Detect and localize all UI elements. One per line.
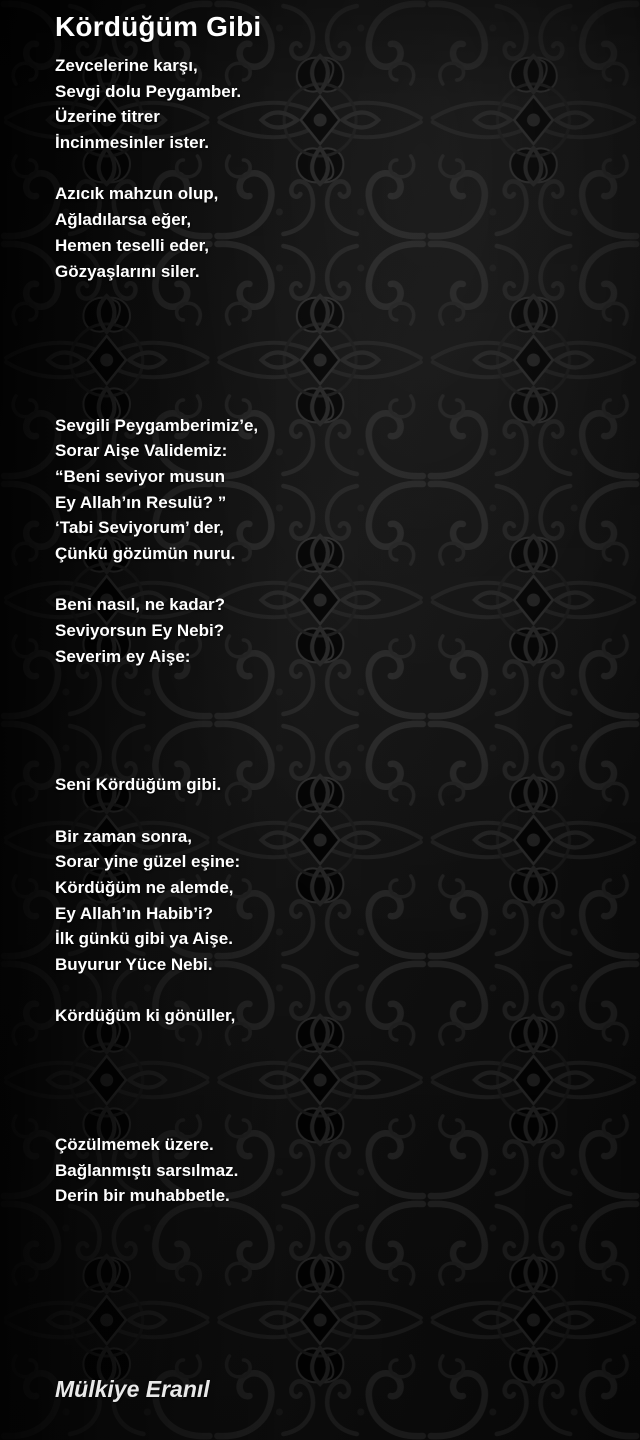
poem-line: İlk günkü gibi ya Aişe. <box>55 929 233 949</box>
poem-line <box>55 567 630 593</box>
poem-line: Bağlanmıştı sarsılmaz. <box>55 1160 239 1180</box>
poem-line: İncinmesinler ister. <box>55 133 210 153</box>
poem-line: Bir zaman sonra, <box>55 826 192 846</box>
poem-line: Beni nasıl, ne kadar? <box>55 595 226 615</box>
poem-line <box>55 978 630 1004</box>
poem-line <box>55 284 630 310</box>
poem-line: Severim ey Aişe: <box>55 646 191 666</box>
poem-body <box>55 53 630 1209</box>
poem-line <box>55 310 630 336</box>
poem-line <box>55 1106 630 1132</box>
poem-line: Hemen teselli eder, <box>55 235 210 255</box>
poem-line <box>55 670 630 696</box>
poem-line: “Beni seviyor musun <box>55 467 226 486</box>
poem-line <box>55 1081 630 1107</box>
poem-line: Azıcık mahzun olup, <box>55 184 219 204</box>
poem-line: Buyurur Yüce Nebi. <box>55 955 213 975</box>
poem-title: Kördüğüm Gibi <box>55 11 262 42</box>
poem-line <box>55 1055 630 1081</box>
poem-line: Ağladılarsa eğer, <box>55 210 192 230</box>
poem-line <box>55 798 630 824</box>
poem-line: Seni Kördüğüm gibi. <box>55 775 222 795</box>
poem-line: Zevcelerine karşı, <box>55 56 198 75</box>
poem-line <box>55 387 630 413</box>
poem-line: Ey Allah’ın Habib’i? <box>55 903 214 923</box>
poem-line: Derin bir muhabbetle. <box>55 1186 230 1206</box>
poem-line <box>55 721 630 747</box>
poem-line: Sevgili Peygamberimiz’e, <box>55 415 259 435</box>
poem-line <box>55 336 630 362</box>
poem-line: Sorar yine güzel eşine: <box>55 852 241 872</box>
poem-line: Çünkü gözümün nuru. <box>55 544 236 564</box>
poem-line: Üzerine titrer <box>55 107 160 127</box>
poem-line: Ey Allah’ın Resulü? ” <box>55 492 227 512</box>
poem-line <box>55 156 630 182</box>
poem-line: Gözyaşlarını siler. <box>55 261 200 281</box>
poem-line: ‘Tabi Seviyorum’ der, <box>55 518 224 538</box>
poem-line: Seviyorsun Ey Nebi? <box>55 621 225 641</box>
poem-line <box>55 695 630 721</box>
poem-line: Kördüğüm ne alemde, <box>55 878 234 897</box>
poem-line: Sorar Aişe Validemiz: <box>55 441 228 461</box>
poem-line: Kördüğüm ki gönüller, <box>55 1006 236 1026</box>
poem-line <box>55 1029 630 1055</box>
poem-line: Sevgi dolu Peygamber. <box>55 81 242 101</box>
poem-line <box>55 747 630 773</box>
poem-author: Mülkiye Eranıl <box>55 1376 210 1402</box>
poem-line <box>55 361 630 387</box>
poem-line: Çözülmemek üzere. <box>55 1134 214 1154</box>
